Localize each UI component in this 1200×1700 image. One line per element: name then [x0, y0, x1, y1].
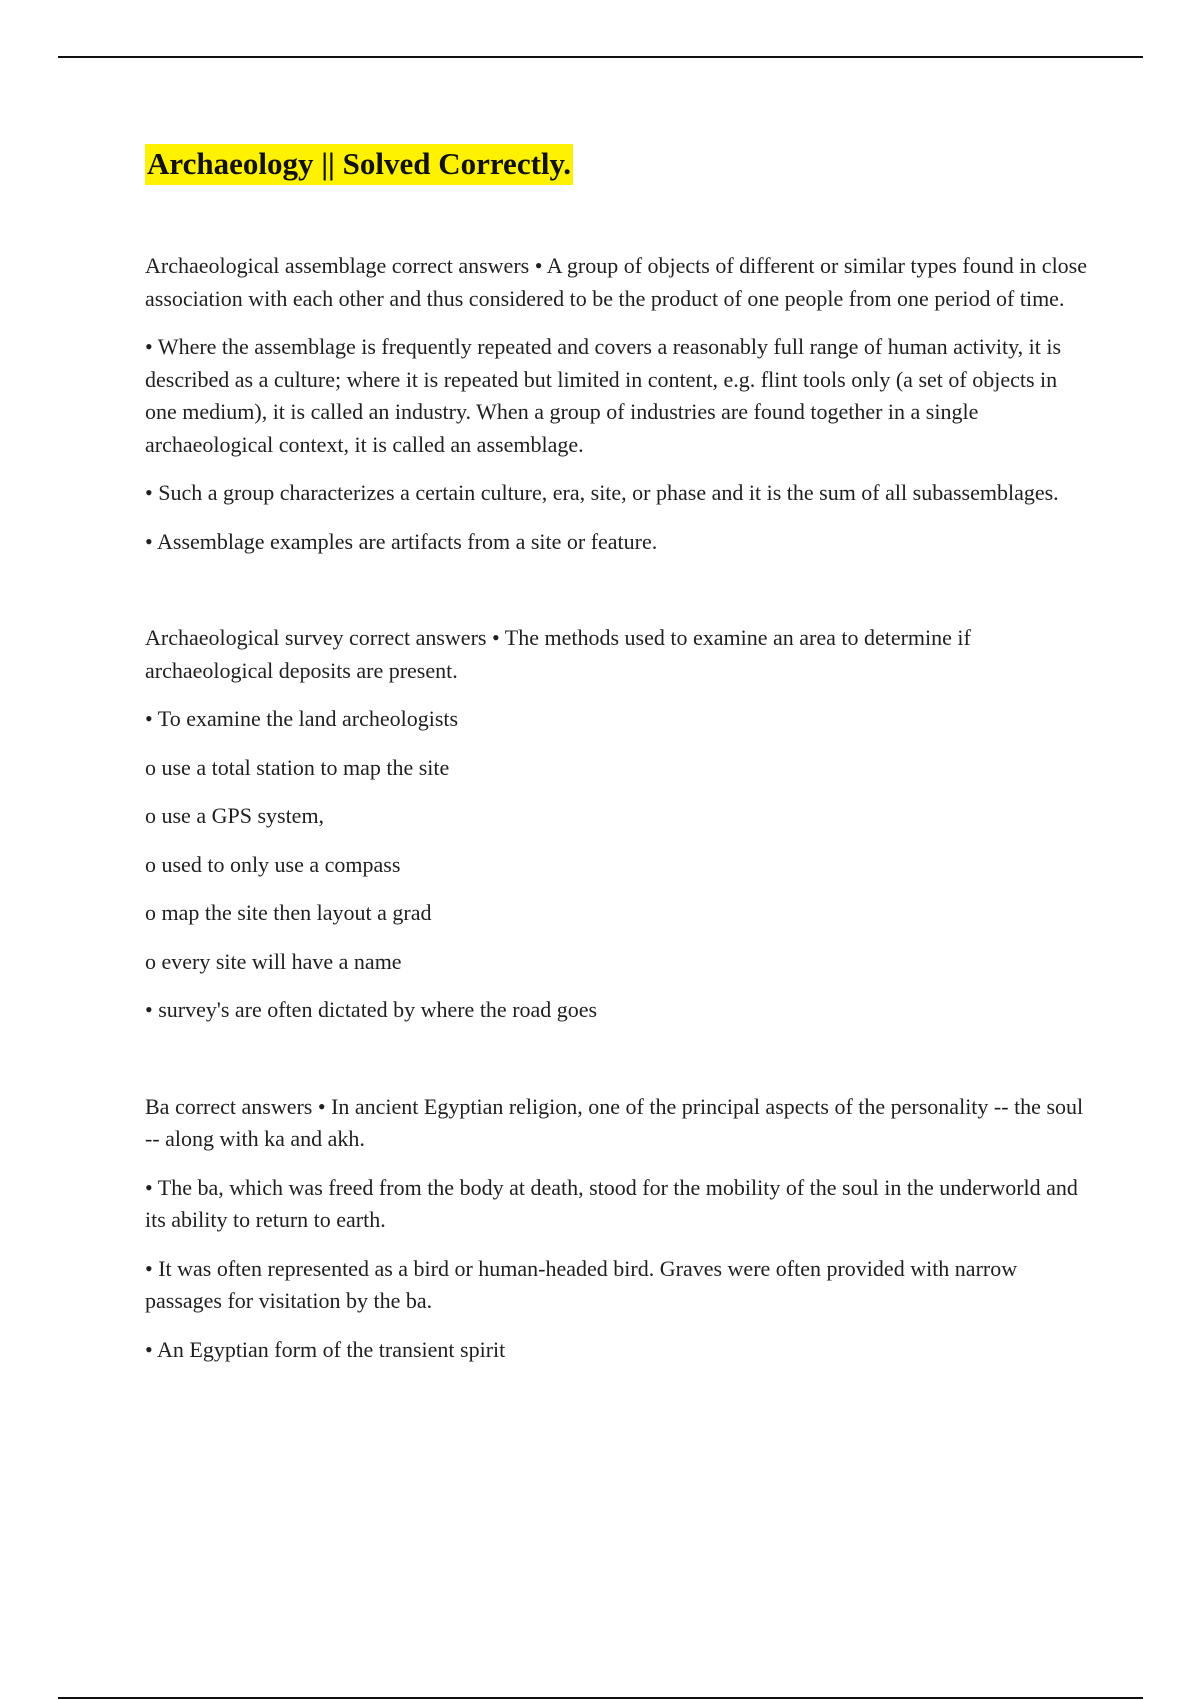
paragraph: o map the site then layout a grad: [145, 900, 432, 925]
bottom-rule: [58, 1697, 1143, 1699]
paragraph: • Such a group characterizes a certain culture, era, site, or phase and it is the sum of all subassemblages.: [145, 480, 1059, 505]
paragraph: o use a GPS system,: [145, 803, 325, 828]
title-highlight: Archaeology || Solved Correctly.: [145, 144, 573, 185]
paragraph: • It was often represented as a bird or human-headed bird. Graves were often provided with narrow passages for visitation by the ba.: [145, 1255, 1018, 1313]
paragraph: o every site will have a name: [145, 948, 402, 974]
paragraph: • The ba, which was freed from the body at death, stood for the mobility of the soul in the underworld and its ability to return to earth.: [145, 1174, 1078, 1232]
document-title: [145, 144, 573, 184]
paragraph: o used to only use a compass: [145, 851, 401, 877]
paragraph: • Assemblage examples are artifacts from a site or feature.: [145, 528, 658, 554]
paragraph: • survey's are often dictated by where the road goes: [145, 997, 598, 1022]
paragraph: o use a total station to map the site: [145, 754, 450, 780]
section-archaeological-assemblage: [145, 250, 1090, 558]
section-ba: [145, 1091, 1090, 1367]
document-body: [145, 250, 1090, 1382]
paragraph: Archaeological assemblage correct answers • A group of objects of different or similar types found in close association with each other and thus considered to be the product of one people from one period of time.: [145, 253, 1088, 311]
paragraph: Ba correct answers • In ancient Egyptian religion, one of the principal aspects of the personality -- the soul -- along with ka and akh.: [145, 1093, 1084, 1151]
paragraph: • Where the assemblage is frequently repeated and covers a reasonably full range of human activity, it is described as a culture; where it is repeated but limited in content, e.g. flint tools only (a set of objects in one medium), it is called an industry. When a group of industries are found together in a single archaeological context, it is called an assemblage.: [145, 334, 1062, 457]
paragraph: • To examine the land archeologists: [145, 706, 459, 731]
paragraph: Archaeological survey correct answers • The methods used to examine an area to determine if archaeological deposits are present.: [145, 625, 971, 683]
paragraph: • An Egyptian form of the transient spirit: [145, 1336, 506, 1362]
top-rule: [58, 56, 1143, 58]
section-archaeological-survey: [145, 622, 1090, 1027]
